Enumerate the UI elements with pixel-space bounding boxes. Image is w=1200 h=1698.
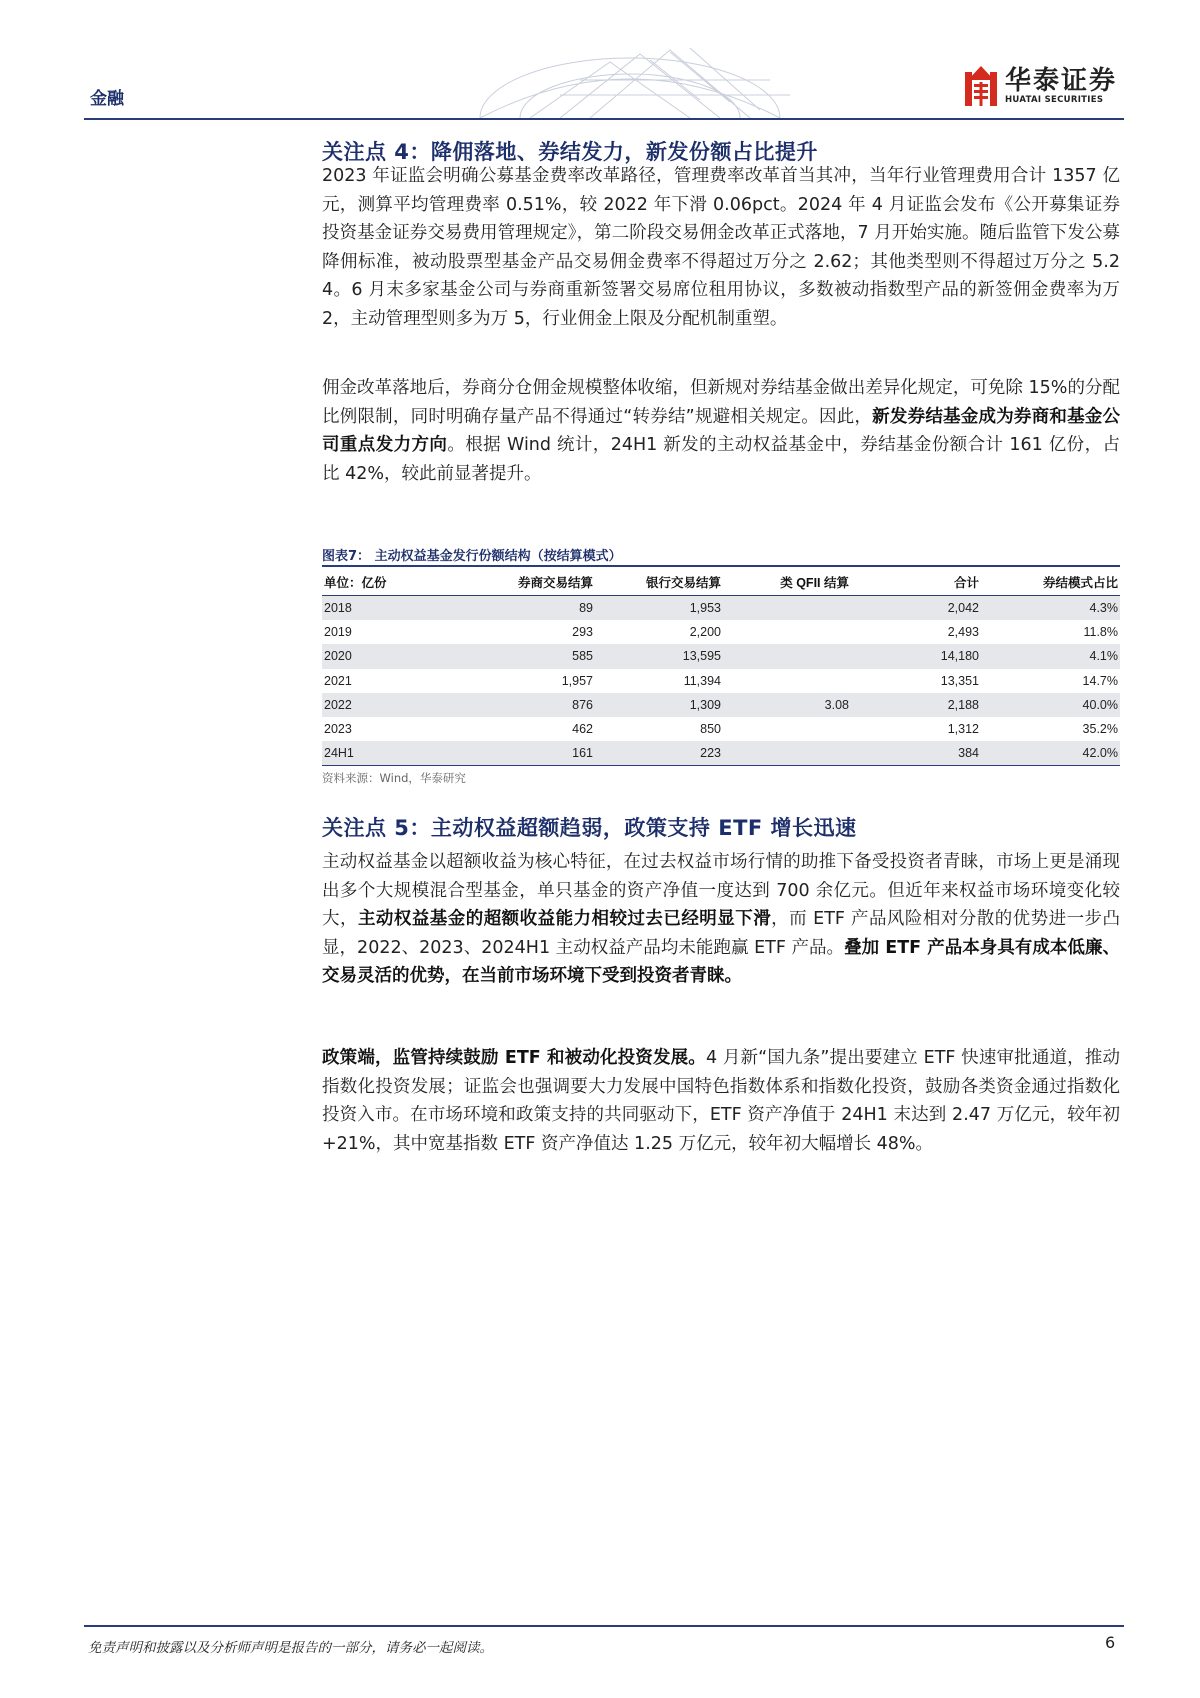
table-cell: 13,595 — [595, 644, 723, 668]
table-cell — [723, 741, 851, 766]
table-header: 类 QFII 结算 — [723, 568, 851, 596]
section-5-paragraph-1 — [322, 848, 1120, 991]
table-cell: 293 — [572, 625, 593, 640]
table-cell: 11.8% — [1083, 625, 1118, 640]
table-cell: 42.0% — [981, 741, 1120, 766]
table-cell: 3.08 — [723, 693, 851, 717]
brand-logo — [965, 66, 1117, 106]
table-cell — [723, 644, 851, 668]
table-cell: 14.7% — [1082, 673, 1118, 688]
table-cell: 89 — [467, 596, 595, 621]
table-row — [322, 644, 1120, 668]
table-cell: 585 — [467, 644, 595, 668]
table-header: 银行交易结算 — [595, 568, 723, 596]
table-cell: 13,351 — [940, 673, 979, 688]
table-cell: 384 — [851, 741, 981, 766]
table-source: 资料来源：Wind，华泰研究 — [322, 771, 466, 785]
data-table — [322, 568, 1120, 766]
table-header-row — [322, 568, 1120, 596]
table-cell: 2021 — [324, 673, 352, 688]
brand-name-cn: 华泰证券 — [1005, 66, 1118, 96]
table-header: 券结模式占比 — [981, 568, 1120, 596]
table-cell: 1,312 — [947, 722, 979, 737]
table-cell: 11,394 — [683, 673, 721, 688]
section-5-paragraph-2 — [322, 1044, 1120, 1158]
table-cell: 35.2% — [1082, 722, 1118, 737]
table-cell — [723, 596, 851, 621]
paragraph-emphasis: 政策端，监管持续鼓励 ETF 和被动化投资发展。 — [322, 1048, 706, 1068]
paragraph-emphasis: 新发券结基金成为券商和基金公司重点发力方向 — [322, 406, 1121, 455]
table-cell: 2022 — [322, 693, 467, 717]
paragraph-text: 主动权益基金以超额收益为核心特征，在过去权益市场行情的助推下备受投资者青睐，市场上更是涌现出多个大规模混合型基金，单只基金的资产净值一度达到 700 余亿元。但近年来权益市场环境变化较大， — [322, 852, 1120, 929]
table-cell — [723, 620, 851, 644]
table-header: 合计 — [851, 568, 981, 596]
table-cell: 4.3% — [981, 596, 1120, 621]
table-cell: 1,309 — [595, 693, 723, 717]
table-cell: 4.1% — [981, 644, 1120, 668]
table-cell: 2019 — [324, 625, 352, 640]
section-4-paragraph-1: 2023 年证监会明确公募基金费率改革路径，管理费率改革首当其冲，当年行业管理费用合计 1357 亿元，测算平均管理费率 0.51%，较 2022 年下滑 0.06pct。2024 年 4 月证监会发布《公开募集证券投资基金证券交易费用管理规定》，第二阶段交易佣金改革正式落地，7 月开始实施。随后监管下发公募降佣标准，被动股票型基金产品交易佣金费率不得超过万分之 2.62；其他类型则不得超过万分之 5.24。6 月末多家基金公司与券商重新签署交易席位租用协议，多数被动指数型产品的新签佣金费率为万 2，主动管理型则多为万 5，行业佣金上限及分配机制重塑。 — [322, 166, 1120, 329]
table-cell — [723, 669, 851, 693]
table-cell: 14,180 — [851, 644, 981, 668]
table-cell: 2018 — [322, 596, 467, 621]
table-cell — [723, 717, 851, 741]
table-cell: 223 — [595, 741, 723, 766]
section-label: 金融 — [90, 89, 124, 109]
table-cell: 2,493 — [947, 625, 979, 640]
table-row — [322, 741, 1120, 766]
paragraph-text: 佣金改革落地后，券商分仓佣金规模整体收缩，但新规对券结基金做出差异化规定，可免除 15%的分配比例限制，同时明确存量产品不得通过“转券结”规避相关规定。因此， — [322, 378, 1120, 427]
table-header: 单位：亿份 — [322, 568, 467, 596]
footer-rule — [84, 1625, 1124, 1627]
table-cell: 2,200 — [689, 625, 721, 640]
table-cell: 462 — [572, 722, 593, 737]
table-cell: 2020 — [322, 644, 467, 668]
paragraph-text: 。根据 Wind 统计，24H1 新发的主动权益基金中，券结基金份额合计 161 亿份，占比 42%，较此前显著提升。 — [322, 435, 1120, 484]
header-decoration — [440, 40, 820, 118]
table-cell: 2,042 — [851, 596, 981, 621]
table-cell: 24H1 — [322, 741, 467, 766]
page-number: 6 — [1105, 1633, 1116, 1652]
section-4-heading: 关注点 4：降佣落地、券结发力，新发份额占比提升 — [322, 140, 818, 164]
brand-name-en: HUATAI SECURITIES — [1005, 95, 1104, 105]
header-rule — [84, 118, 1124, 120]
table-cell: 876 — [467, 693, 595, 717]
table-cell: 2,188 — [851, 693, 981, 717]
table-row — [322, 669, 1120, 693]
table-row — [322, 596, 1120, 621]
table-row — [322, 693, 1120, 717]
table-cell: 1,957 — [561, 673, 593, 688]
section-5-heading: 关注点 5：主动权益超额趋弱，政策支持 ETF 增长迅速 — [322, 816, 857, 840]
paragraph-text: ，而 ETF 产品风险相对分散的优势进一步凸显，2022、2023、2024H1 主动权益产品均未能跑赢 ETF 产品。 — [322, 909, 1121, 958]
paragraph-text: 4 月新“国九条”提出要建立 ETF 快速审批通道，推动指数化投资发展；证监会也强调要大力发展中国特色指数体系和指数化投资，鼓励各类资金通过指数化投资入市。在市场环境和政策支持的共同驱动下，ETF 资产净值于 24H1 末达到 2.47 万亿元，较年初+21%，其中宽基指数 ETF 资产净值达 1.25 万亿元，较年初大幅增长 48%。 — [322, 1048, 1120, 1154]
section-4-paragraph-2 — [322, 374, 1120, 488]
table-row — [322, 620, 1120, 644]
paragraph-emphasis: 主动权益基金的超额收益能力相较过去已经明显下滑 — [357, 909, 772, 929]
table-title: 图表7： 主动权益基金发行份额结构（按结算模式） — [322, 549, 622, 564]
footer-disclaimer: 免责声明和披露以及分析师声明是报告的一部分，请务必一起阅读。 — [88, 1640, 493, 1656]
table-cell: 40.0% — [981, 693, 1120, 717]
table-cell: 1,953 — [595, 596, 723, 621]
paragraph-emphasis: 叠加 ETF 产品本身具有成本低廉、交易灵活的优势，在当前市场环境下受到投资者青睐。 — [322, 937, 1120, 986]
table-row — [322, 717, 1120, 741]
table-top-rule — [322, 565, 1120, 567]
table-cell: 2023 — [324, 722, 352, 737]
table-cell: 161 — [467, 741, 595, 766]
table-cell: 850 — [700, 722, 721, 737]
table-header: 券商交易结算 — [467, 568, 595, 596]
logo-mark-icon — [965, 66, 997, 106]
